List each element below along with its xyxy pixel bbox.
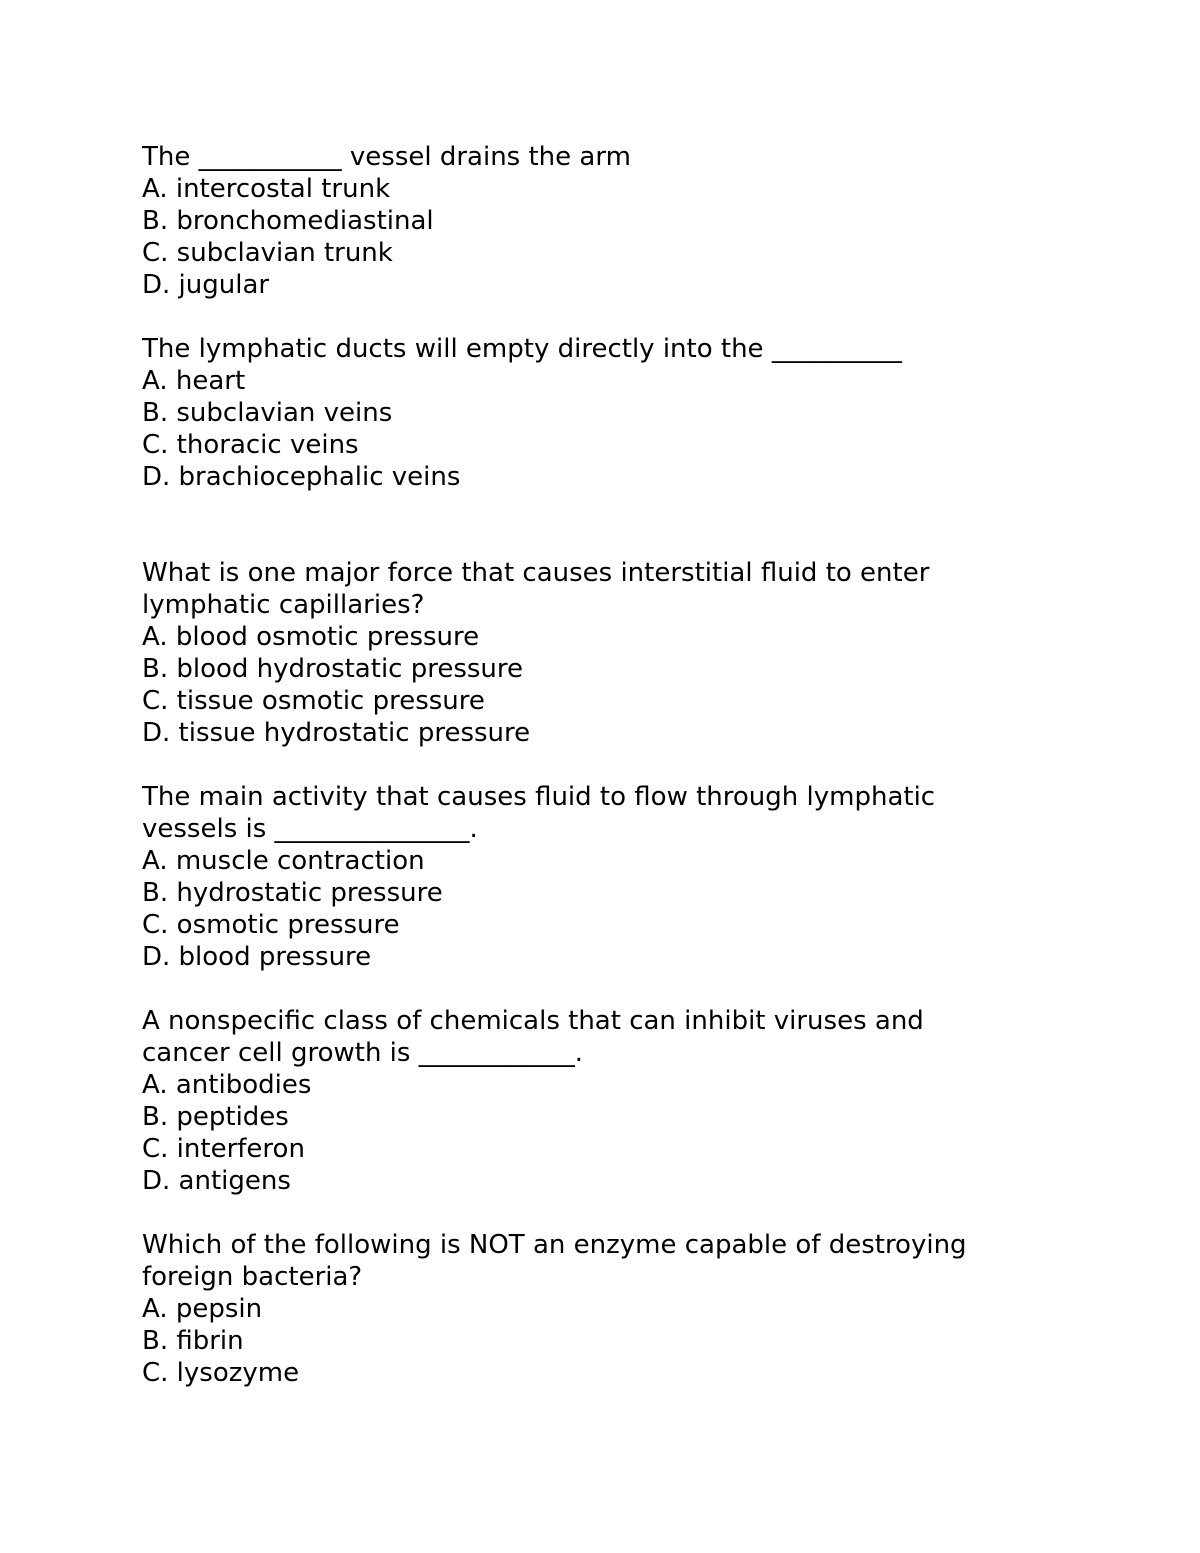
question-stem: The main activity that causes fluid to flow through lymphatic [142,782,936,812]
answer-option-c: C. lysozyme [142,1358,300,1388]
answer-option-a: A. blood osmotic pressure [142,622,480,652]
answer-option-c: C. subclavian trunk [142,238,393,268]
answer-option-b: B. peptides [142,1102,289,1132]
answer-option-b: B. hydrostatic pressure [142,878,443,908]
question-4 [142,781,1042,973]
question-stem-continued: foreign bacteria? [142,1262,363,1292]
answer-option-a: A. pepsin [142,1294,263,1324]
question-5 [142,1005,1042,1197]
answer-option-c: C. tissue osmotic pressure [142,686,485,716]
question-1 [142,141,1042,301]
answer-option-d: D. tissue hydrostatic pressure [142,718,531,748]
document-page [142,141,1042,1389]
answer-option-b: B. fibrin [142,1326,244,1356]
question-3 [142,557,1042,749]
question-2 [142,333,1042,493]
answer-option-c: C. interferon [142,1134,305,1164]
answer-option-d: D. antigens [142,1166,291,1196]
answer-option-b: B. bronchomediastinal [142,206,434,236]
answer-option-a: A. heart [142,366,246,396]
answer-option-a: A. muscle contraction [142,846,425,876]
answer-option-b: B. subclavian veins [142,398,393,428]
question-stem-continued: lymphatic capillaries? [142,590,425,620]
answer-option-d: D. blood pressure [142,942,372,972]
answer-option-d: D. jugular [142,270,270,300]
question-stem: What is one major force that causes interstitial fluid to enter [142,558,930,588]
question-stem-continued: vessels is _______________. [142,814,478,844]
question-6 [142,1229,1042,1389]
answer-option-a: A. intercostal trunk [142,174,391,204]
answer-option-c: C. osmotic pressure [142,910,400,940]
answer-option-d: D. brachiocephalic veins [142,462,461,492]
answer-option-b: B. blood hydrostatic pressure [142,654,524,684]
question-stem: The ___________ vessel drains the arm [142,142,631,172]
question-stem: Which of the following is NOT an enzyme capable of destroying [142,1230,967,1260]
answer-option-c: C. thoracic veins [142,430,359,460]
question-stem-continued: cancer cell growth is ____________. [142,1038,583,1068]
answer-option-a: A. antibodies [142,1070,312,1100]
question-stem: A nonspecific class of chemicals that can inhibit viruses and [142,1006,924,1036]
question-stem: The lymphatic ducts will empty directly into the __________ [142,334,902,364]
